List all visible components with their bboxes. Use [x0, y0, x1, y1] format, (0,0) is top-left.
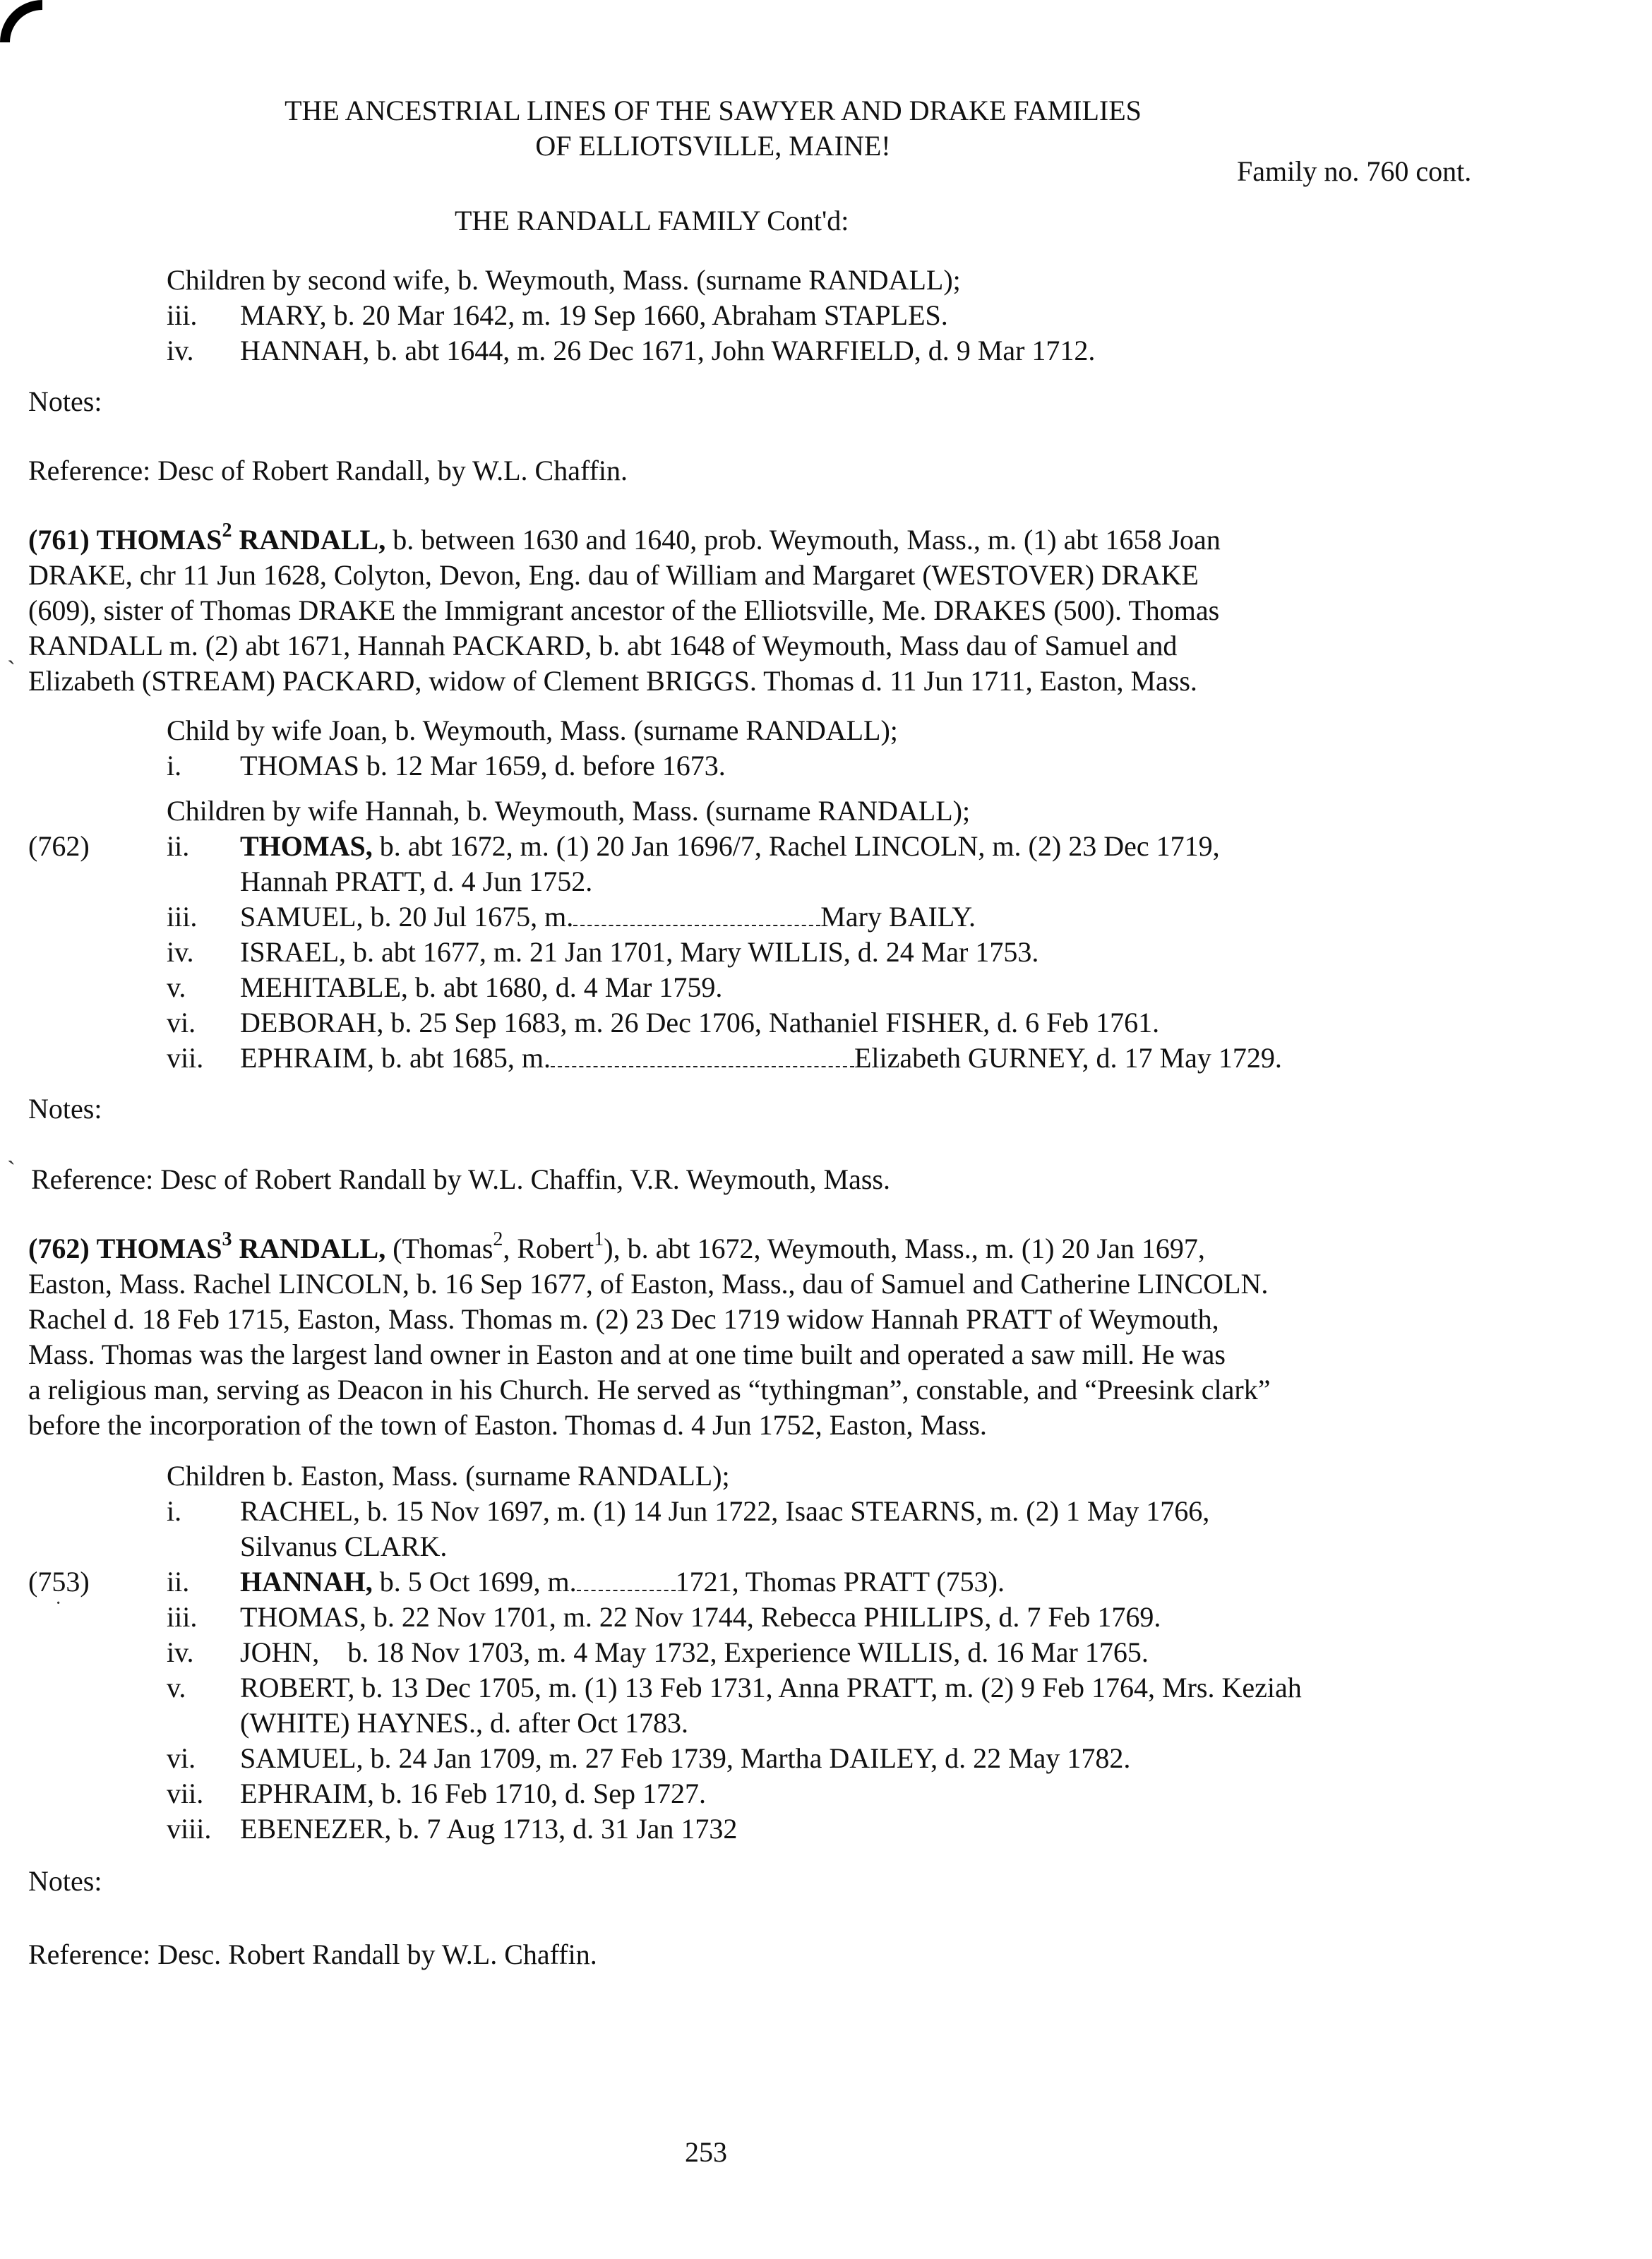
- child-details: SAMUEL, b. 20 Jul 1675, m.: [240, 901, 574, 933]
- child-details: b. 5 Oct 1699, m.: [379, 1566, 577, 1598]
- margin-tick-mark: ˋ: [7, 1156, 16, 1184]
- entry-id: (762): [28, 1233, 90, 1264]
- paragraph-line: RANDALL m. (2) abt 1671, Hannah PACKARD, b. abt 1648 of Weymouth, Mass dau of Samuel and: [28, 630, 1178, 661]
- child-number: vi.: [167, 1007, 196, 1038]
- child-number: iv.: [167, 936, 194, 968]
- child-number: i.: [167, 1495, 182, 1527]
- paragraph-line: Rachel d. 18 Feb 1715, Easton, Mass. Thomas m. (2) 23 Dec 1719 widow Hannah PRATT of Weymouth,: [28, 1303, 1219, 1335]
- paragraph-line: Mass. Thomas was the largest land owner in Easton and at one time built and operated a saw mill. He was: [28, 1338, 1226, 1370]
- blank-date-line: [577, 1567, 676, 1591]
- notes-label: Notes:: [28, 385, 102, 417]
- child-entry: RACHEL, b. 15 Nov 1697, m. (1) 14 Jun 1722, Isaac STEARNS, m. (2) 1 May 1766,: [240, 1495, 1210, 1527]
- paragraph-line: a religious man, serving as Deacon in his Church. He served as “tythingman”, constable, and “Preesink clark”: [28, 1374, 1271, 1406]
- child-entry-continued: Hannah PRATT, d. 4 Jun 1752.: [240, 865, 593, 897]
- child-entry: SAMUEL, b. 24 Jan 1709, m. 27 Feb 1739, Martha DAILEY, d. 22 May 1782.: [240, 1742, 1131, 1774]
- child-entry: JOHN, b. 18 Nov 1703, m. 4 May 1732, Experience WILLIS, d. 16 Mar 1765.: [240, 1636, 1149, 1668]
- entry-text: b. between 1630 and 1640, prob. Weymouth, Mass., m. (1) abt 1658 Joan: [393, 524, 1221, 556]
- child-entry: MARY, b. 20 Mar 1642, m. 19 Sep 1660, Abraham STAPLES.: [240, 299, 948, 331]
- child-number: v.: [167, 1672, 186, 1703]
- child-number: iii.: [167, 901, 198, 933]
- child-name: HANNAH,: [240, 1566, 373, 1598]
- paragraph-line: DRAKE, chr 11 Jun 1628, Colyton, Devon, Eng. dau of William and Margaret (WESTOVER) DRAKE: [28, 559, 1199, 591]
- entry-id: (761): [28, 524, 90, 556]
- entry-text: ), b. abt 1672, Weymouth, Mass., m. (1) 20 Jan 1697,: [604, 1233, 1205, 1264]
- generation-sup: 2: [222, 519, 232, 541]
- cross-reference: (762): [28, 830, 90, 862]
- paragraph-line: Elizabeth (STREAM) PACKARD, widow of Clement BRIGGS. Thomas d. 11 Jun 1711, Easton, Mass.: [28, 665, 1197, 697]
- reference: Reference: Desc of Robert Randall, by W.L. Chaffin.: [28, 455, 628, 486]
- child-entry: ROBERT, b. 13 Dec 1705, m. (1) 13 Feb 1731, Anna PRATT, m. (2) 9 Feb 1764, Mrs. Keziah: [240, 1672, 1302, 1703]
- title-line-1: THE ANCESTRIAL LINES OF THE SAWYER AND DRAKE FAMILIES: [285, 95, 1142, 126]
- child-number: ii.: [167, 830, 190, 862]
- child-number: vii.: [167, 1042, 204, 1074]
- entry-surname: RANDALL,: [239, 524, 386, 556]
- child-number: iii.: [167, 299, 198, 331]
- lineage-text: (Thomas: [393, 1233, 493, 1264]
- child-name: THOMAS,: [240, 830, 373, 862]
- child-number: iv.: [167, 1636, 194, 1668]
- child-entry: EPHRAIM, b. 16 Feb 1710, d. Sep 1727.: [240, 1778, 707, 1809]
- margin-dot: ·: [55, 1593, 62, 1614]
- lineage-text: , Robert: [503, 1233, 594, 1264]
- entry-heading-762: [28, 1228, 1205, 1266]
- child-number: i.: [167, 750, 182, 781]
- family-number: Family no. 760 cont.: [1237, 155, 1472, 187]
- generation-sup: 2: [493, 1228, 503, 1250]
- page-number: 253: [685, 2136, 727, 2168]
- blank-date-line: [573, 902, 820, 926]
- child-number: vii.: [167, 1778, 204, 1809]
- paragraph-line: (609), sister of Thomas DRAKE the Immigrant ancestor of the Elliotsville, Me. DRAKES (500). Thomas: [28, 594, 1220, 626]
- child-entry: ISRAEL, b. abt 1677, m. 21 Jan 1701, Mary WILLIS, d. 24 Mar 1753.: [240, 936, 1039, 968]
- child-number: iii.: [167, 1601, 198, 1633]
- entry-name: THOMAS: [96, 1233, 222, 1264]
- cross-reference: (753): [28, 1566, 90, 1598]
- child-entry: MEHITABLE, b. abt 1680, d. 4 Mar 1759.: [240, 971, 723, 1003]
- paragraph-line: before the incorporation of the town of Easton. Thomas d. 4 Jun 1752, Easton, Mass.: [28, 1409, 987, 1441]
- child-spouse: Mary BAILY.: [820, 901, 976, 933]
- child-entry: DEBORAH, b. 25 Sep 1683, m. 26 Dec 1706, Nathaniel FISHER, d. 6 Feb 1761.: [240, 1007, 1160, 1038]
- child-entry-continued: Silvanus CLARK.: [240, 1530, 448, 1562]
- child-number: ii.: [167, 1566, 190, 1598]
- generation-sup: 3: [222, 1228, 232, 1250]
- children-intro: Children by wife Hannah, b. Weymouth, Mass. (surname RANDALL);: [167, 795, 971, 827]
- child-details: EPHRAIM, b. abt 1685, m.: [240, 1042, 551, 1074]
- child-entry: [240, 899, 976, 935]
- child-entry: EBENEZER, b. 7 Aug 1713, d. 31 Jan 1732: [240, 1813, 738, 1845]
- child-entry: [240, 829, 1220, 864]
- child-details: b. abt 1672, m. (1) 20 Jan 1696/7, Rachel LINCOLN, m. (2) 23 Dec 1719,: [379, 830, 1220, 862]
- child-entry: THOMAS, b. 22 Nov 1701, m. 22 Nov 1744, Rebecca PHILLIPS, d. 7 Feb 1769.: [240, 1601, 1161, 1633]
- children-intro: Children b. Easton, Mass. (surname RANDALL);: [167, 1460, 730, 1492]
- generation-sup: 1: [594, 1228, 604, 1250]
- paragraph-line: Easton, Mass. Rachel LINCOLN, b. 16 Sep 1677, of Easton, Mass., dau of Samuel and Catherine LINCOLN.: [28, 1268, 1269, 1300]
- children-intro: Child by wife Joan, b. Weymouth, Mass. (surname RANDALL);: [167, 714, 898, 746]
- child-spouse: 1721, Thomas PRATT (753).: [675, 1566, 1005, 1598]
- margin-tick-mark: ˏ: [7, 636, 16, 664]
- reference: Reference: Desc. Robert Randall by W.L. Chaffin.: [28, 1939, 597, 1970]
- child-number: v.: [167, 971, 186, 1003]
- title-line-2: OF ELLIOTSVILLE, MAINE!: [535, 130, 891, 162]
- child-entry: THOMAS b. 12 Mar 1659, d. before 1673.: [240, 750, 726, 781]
- child-entry: [240, 1564, 1005, 1600]
- notes-label: Notes:: [28, 1093, 102, 1125]
- entry-heading-761: [28, 519, 1221, 558]
- child-entry: HANNAH, b. abt 1644, m. 26 Dec 1671, John WARFIELD, d. 9 Mar 1712.: [240, 335, 1096, 366]
- reference: Reference: Desc of Robert Randall by W.L. Chaffin, V.R. Weymouth, Mass.: [31, 1163, 890, 1195]
- entry-surname: RANDALL,: [239, 1233, 386, 1264]
- blank-date-line: [551, 1043, 854, 1067]
- section-title: THE RANDALL FAMILY Cont'd:: [455, 205, 849, 236]
- child-number: viii.: [167, 1813, 212, 1845]
- children-intro: Children by second wife, b. Weymouth, Mass. (surname RANDALL);: [167, 264, 961, 296]
- child-entry: [240, 1041, 1282, 1076]
- child-number: iv.: [167, 335, 194, 366]
- entry-name: THOMAS: [96, 524, 222, 556]
- child-spouse: Elizabeth GURNEY, d. 17 May 1729.: [854, 1042, 1282, 1074]
- page-corner-mark: [0, 0, 42, 42]
- child-entry-continued: (WHITE) HAYNES., d. after Oct 1783.: [240, 1707, 689, 1739]
- child-number: vi.: [167, 1742, 196, 1774]
- notes-label: Notes:: [28, 1865, 102, 1897]
